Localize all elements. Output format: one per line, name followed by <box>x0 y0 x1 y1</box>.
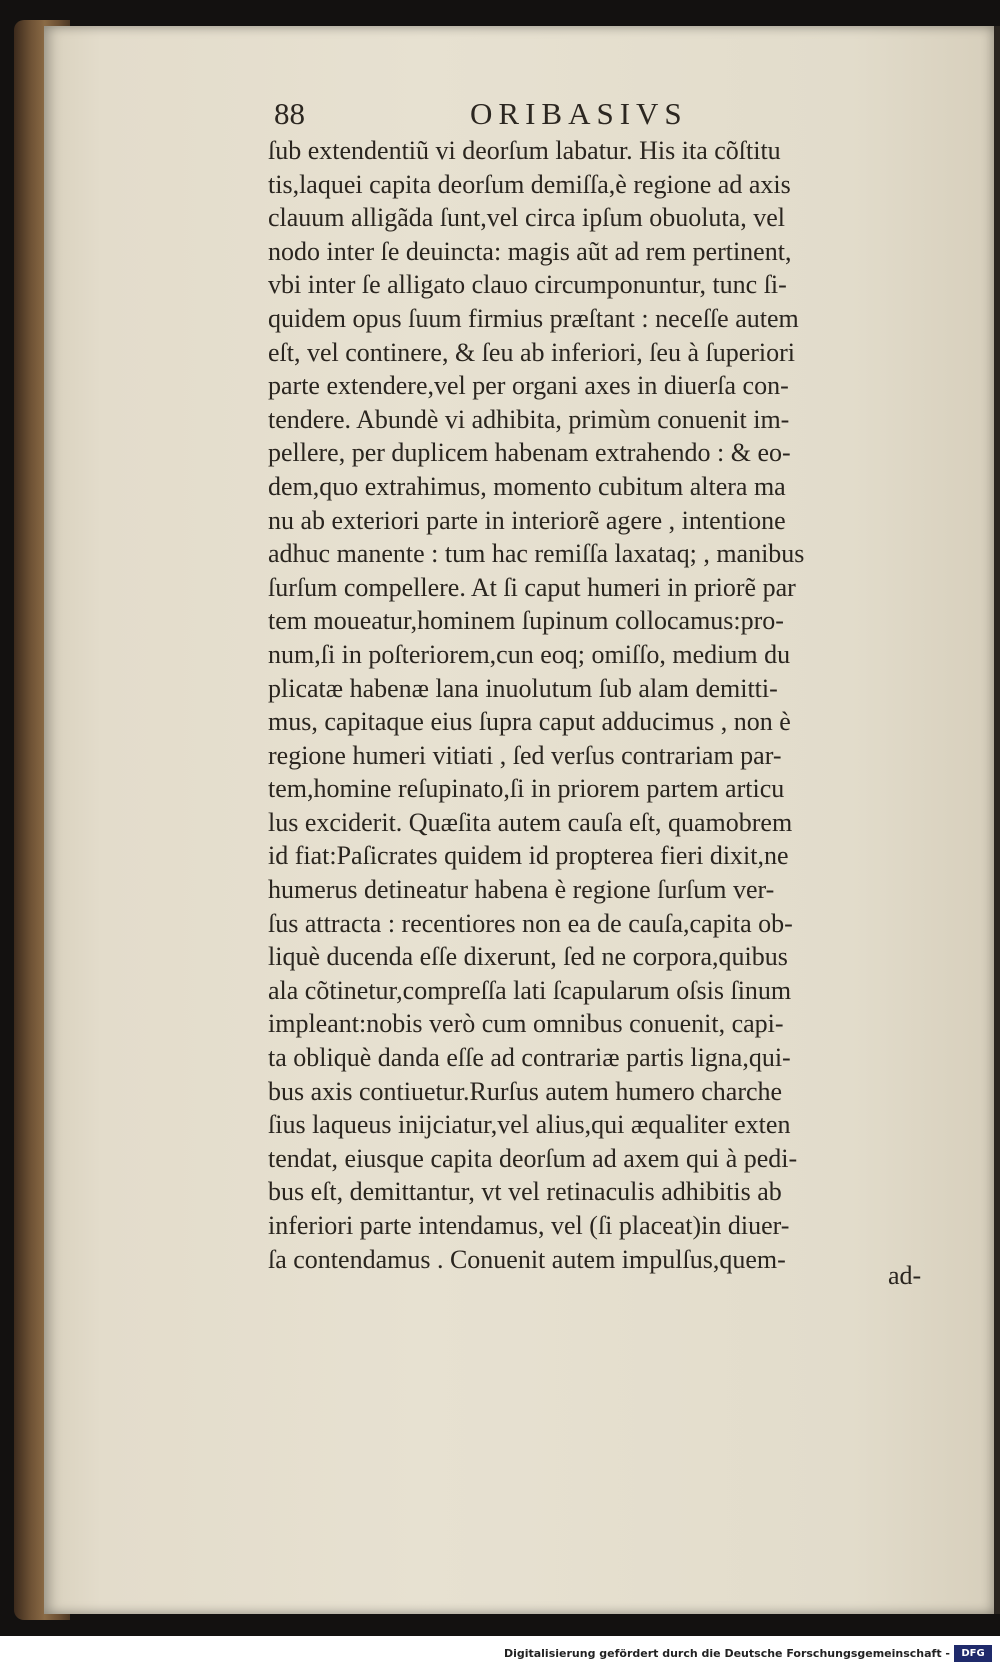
text-line: adhuc manente : tum hac remiſſa laxataq; , manibus <box>268 539 805 569</box>
text-line: regione humeri vitiati , ſed verſus contrariam par- <box>268 740 782 770</box>
text-line: impleant:nobis verò cum omnibus conuenit, capi- <box>268 1009 784 1039</box>
running-title: ORIBASIVS <box>470 96 688 131</box>
page-right-edge <box>994 26 1000 1614</box>
footer-credit: Digitalisierung gefördert durch die Deutsche Forschungsgemeinschaft - <box>503 1647 950 1660</box>
text-line: nodo inter ſe deuincta: magis aũt ad rem pertinent, <box>268 236 792 266</box>
text-line: tendere. Abundè vi adhibita, primùm conuenit im- <box>268 404 790 434</box>
text-line: ala cõtinetur,compreſſa lati ſcapularum oſsis ſinum <box>268 975 792 1005</box>
text-line: ſub extendentiũ vi deorſum labatur. His ita cõſtitu <box>268 136 781 165</box>
body-text <box>268 134 948 1276</box>
text-line: liquè ducenda eſſe dixerunt, ſed ne corpora,quibus <box>268 942 788 972</box>
catchword: ad- <box>888 1261 922 1290</box>
text-line: clauum alligãda ſunt,vel circa ipſum obuoluta, vel <box>268 203 785 233</box>
text-line: tendat, eiusque capita deorſum ad axem qui à pedi- <box>268 1143 798 1173</box>
text-line: quidem opus ſuum firmius præſtant : neceſſe autem <box>268 303 799 333</box>
text-line: inferiori parte intendamus, vel (ſi placeat)in diuer- <box>268 1211 790 1240</box>
text-line: tis,laquei capita deorſum demiſſa,è regione ad axis <box>268 169 791 199</box>
text-line: eſt, vel continere, & ſeu ab inferiori, ſeu à ſuperiori <box>268 337 796 367</box>
text-line: tem moueatur,hominem ſupinum collocamus:pro- <box>268 606 784 636</box>
text-line: parte extendere,vel per organi axes in diuerſa con- <box>268 371 789 401</box>
text-line: ſa contendamus . Conuenit autem impulſus,quem- <box>268 1244 786 1274</box>
text-line: dem,quo extrahimus, momento cubitum altera ma <box>268 471 786 501</box>
text-line: mus, capitaque eius ſupra caput adducimus , non è <box>268 707 791 737</box>
text-line: plicatæ habenæ lana inuolutum ſub alam demitti- <box>268 673 778 703</box>
text-line: ſius laqueus inijciatur,vel alius,qui æqualiter exten <box>268 1110 791 1140</box>
text-line: humerus detineatur habena è regione ſurſum ver- <box>268 875 775 905</box>
text-line: lus exciderit. Quæſita autem cauſa eſt, quamobrem <box>268 807 793 837</box>
text-line: nu ab exteriori parte in interiorẽ agere , intentione <box>268 505 786 535</box>
text-line: ta obliquè danda eſſe ad contrariæ partis ligna,qui- <box>268 1043 791 1073</box>
text-line: vbi inter ſe alligato clauo circumponuntur, tunc ſi- <box>268 270 787 300</box>
text-line: bus axis contiuetur.Rurſus autem humero charche <box>268 1076 783 1106</box>
dfg-logo: DFG <box>954 1645 992 1662</box>
page-number: 88 <box>274 96 305 131</box>
text-line: ſus attracta : recentiores non ea de cauſa,capita ob- <box>268 908 793 938</box>
text-line: num,ſi in poſteriorem,cun eoq; omiſſo, medium du <box>268 639 791 669</box>
footer-bar <box>0 1636 1000 1670</box>
text-line: ſurſum compellere. At ſi caput humeri in priorẽ par <box>268 572 796 602</box>
text-line: id fiat:Paſicrates quidem id propterea fieri dixit,ne <box>268 841 789 871</box>
text-line: pellere, per duplicem habenam extrahendo : & eo- <box>268 438 791 468</box>
text-line: tem,homine reſupinato,ſi in priorem partem articu <box>268 774 785 804</box>
page-header <box>274 96 954 138</box>
text-line: bus eſt, demittantur, vt vel retinaculis adhibitis ab <box>268 1177 782 1207</box>
